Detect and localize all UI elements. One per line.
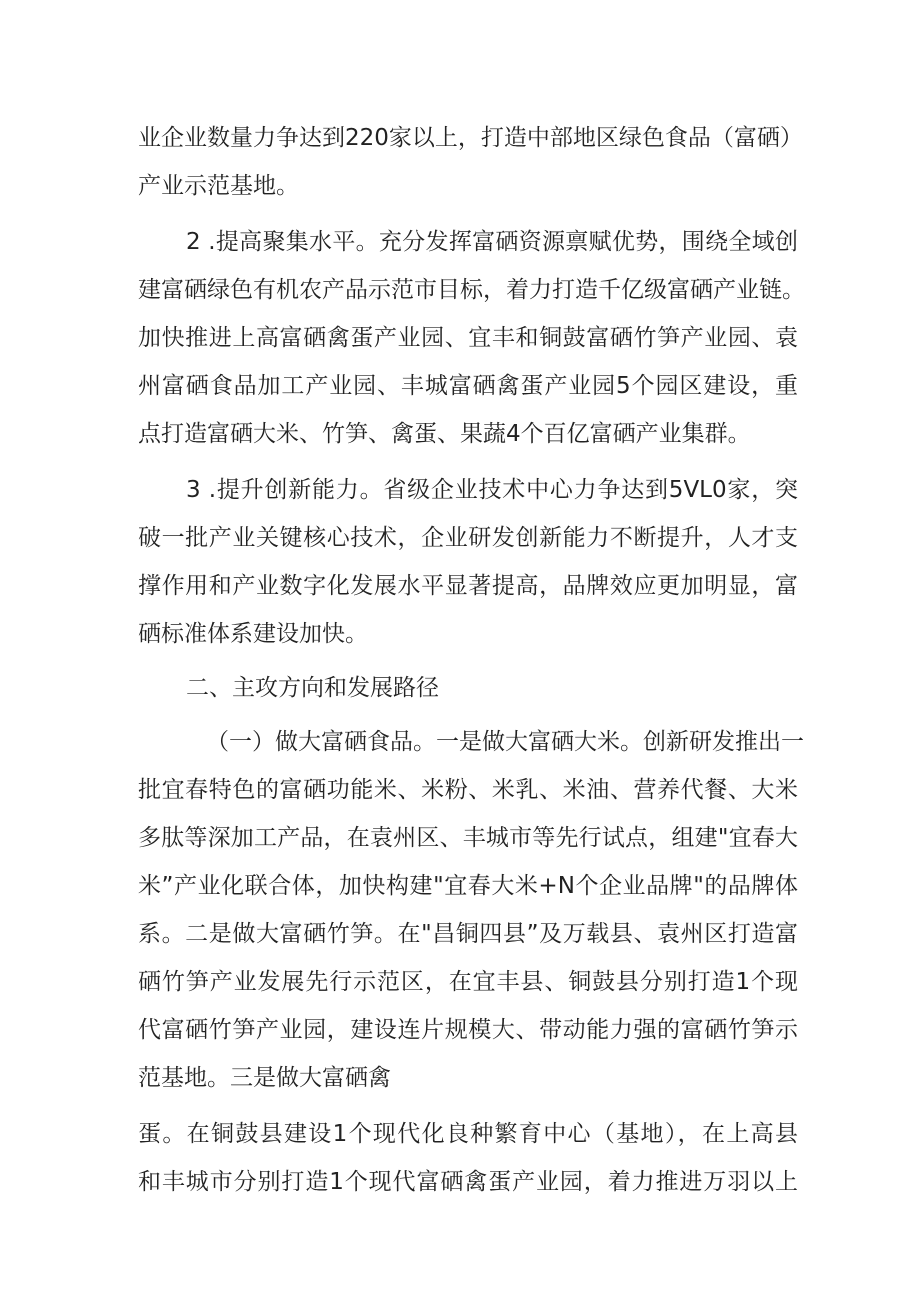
text-line: 撑作用和产业数字化发展水平显著提高，品牌效应更加明显，富 (138, 573, 798, 599)
text-line: 州富硒食品加工产业园、丰城富硒禽蛋产业园5个园区建设，重 (138, 373, 798, 399)
text-line: 建富硒绿色有机农产品示范市目标，着力打造千亿级富硒产业链。 (138, 277, 805, 303)
section-heading: 二、主攻方向和发展路径 (186, 675, 439, 701)
paragraph-3-first-line: 3 .提升创新能力。省级企业技术中心力争达到5VL0家，突 (186, 477, 798, 503)
text-line: 点打造富硒大米、竹笋、禽蛋、果蔬4个百亿富硒产业集群。 (138, 421, 751, 447)
text-line: 蛋。在铜鼓县建设1个现代化良种繁育中心（基地），在上高县 (138, 1121, 798, 1147)
text-line: 米”产业化联合体，加快构建"宜春大米+N个企业品牌"的品牌体 (138, 873, 798, 899)
text-line: 产业示范基地。 (138, 173, 299, 199)
text-line: 硒标准体系建设加快。 (138, 621, 368, 647)
text-line: 硒竹笋产业发展先行示范区，在宜丰县、铜鼓县分别打造1个现 (138, 969, 798, 995)
text-line: 范基地。三是做大富硒禽 (138, 1065, 391, 1091)
text-line: 加快推进上高富硒禽蛋产业园、宜丰和铜鼓富硒竹笋产业园、袁 (138, 325, 798, 351)
text-line: 代富硒竹笋产业园，建设连片规模大、带动能力强的富硒竹笋示 (138, 1017, 798, 1043)
text-line: 和丰城市分别打造1个现代富硒禽蛋产业园，着力推进万羽以上 (138, 1169, 798, 1195)
section-one-first-line: （一）做大富硒食品。一是做大富硒大米。创新研发推出一 (206, 729, 804, 755)
text-line: 多肽等深加工产品，在袁州区、丰城市等先行试点，组建"宜春大 (138, 825, 798, 851)
text-line: 批宜春特色的富硒功能米、米粉、米乳、米油、营养代餐、大米 (138, 777, 798, 803)
text-line: 破一批产业关键核心技术，企业研发创新能力不断提升，人才支 (138, 525, 798, 551)
paragraph-2-first-line: 2 .提高聚集水平。充分发挥富硒资源禀赋优势，围绕全域创 (186, 229, 798, 255)
text-line: 业企业数量力争达到220家以上，打造中部地区绿色食品（富硒） (138, 125, 803, 151)
text-line: 系。二是做大富硒竹笋。在"昌铜四县”及万载县、袁州区打造富 (138, 921, 798, 947)
